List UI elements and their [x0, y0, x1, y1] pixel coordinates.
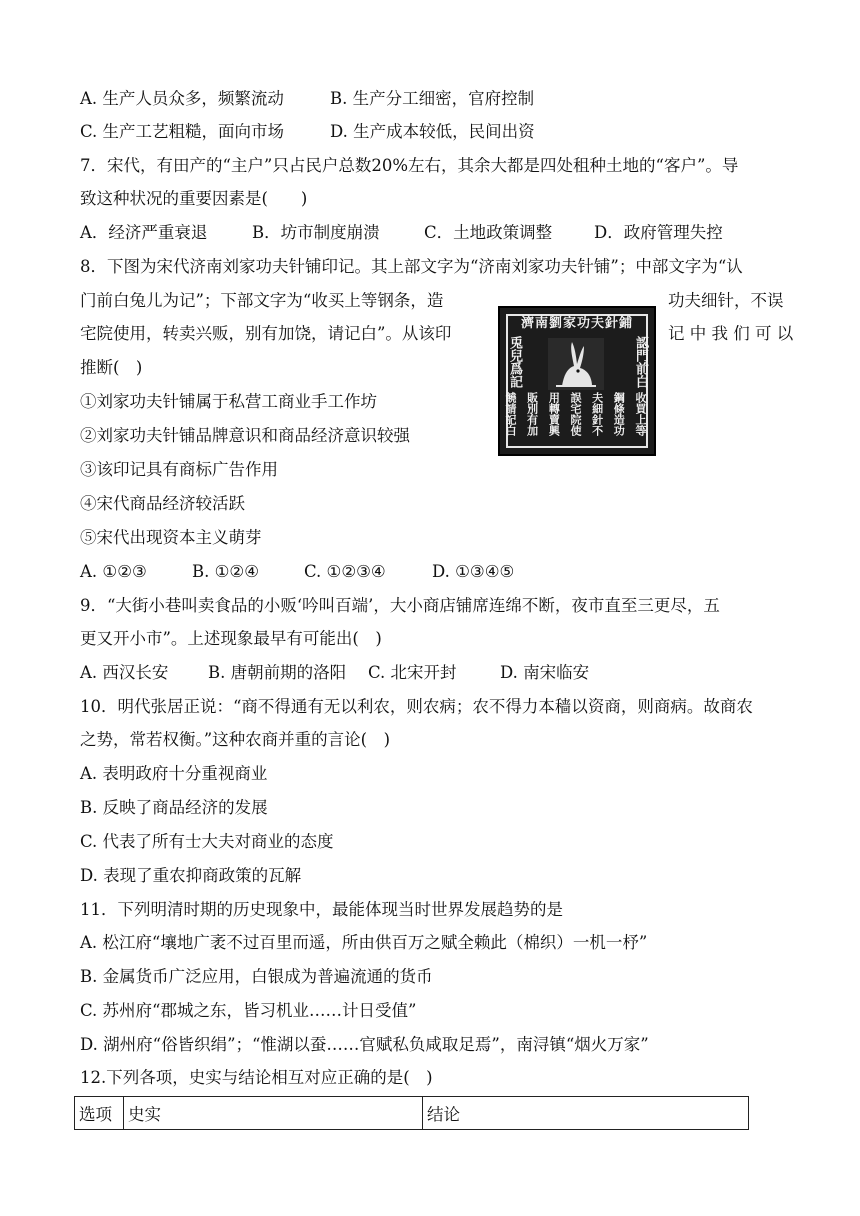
table-header-conclusion: 结论 — [423, 1097, 749, 1130]
q12-stem-line1: 12.下列各项，史实与结论相互对应正确的是( ) — [80, 1068, 433, 1087]
stamp-bottom-col: 用轉賣興 — [547, 392, 561, 436]
q8-item-4: ④宋代商品经济较活跃 — [80, 494, 245, 513]
q8-option-a[interactable]: A. ①②③ — [80, 562, 147, 581]
q9-option-c[interactable]: C. 北宋开封 — [368, 663, 457, 682]
q6-options-row1 — [80, 88, 534, 110]
q6-options-row2 — [80, 121, 535, 143]
q6-option-d[interactable]: D. 生产成本较低，民间出资 — [330, 122, 535, 141]
stamp-bottom-col: 夫細針不 — [590, 392, 604, 436]
q8-option-b[interactable]: B. ①②④ — [192, 562, 259, 581]
q7-stem-line1: 7．宋代，有田产的“主户”只占民户总数20%左右，其余大都是四处租种土地的“客户”。导 — [80, 156, 739, 175]
table-header-option: 选项 — [75, 1097, 124, 1130]
q10-stem-line1: 10．明代张居正说：“商不得通有无以利农，则农病；农不得力本穑以资商，则商病。故商农 — [80, 697, 753, 716]
q9-option-a[interactable]: A. 西汉长安 — [80, 663, 169, 682]
q7-option-d[interactable]: D．政府管理失控 — [594, 223, 723, 242]
stamp-left-text: 兎兒爲記 — [507, 336, 522, 388]
q7-option-c[interactable]: C．土地政策调整 — [424, 223, 553, 242]
q8-item-3: ③该印记具有商标广告作用 — [80, 460, 278, 479]
q8-item-5: ⑤宋代出现资本主义萌芽 — [80, 528, 262, 547]
q8-option-d[interactable]: D. ①③④⑤ — [432, 562, 515, 581]
q9-option-b[interactable]: B. 唐朝前期的洛阳 — [208, 663, 347, 682]
q8-stem-line1: 8．下图为宋代济南刘家功夫针铺印记。其上部文字为“济南刘家功夫针铺”；中部文字为“认 — [80, 257, 743, 276]
q10-stem-line2: 之势，常若权衡。”这种农商并重的言论( ) — [80, 730, 391, 749]
q12-answer-table — [74, 1096, 749, 1130]
q10-option-d[interactable]: D. 表现了重农抑商政策的瓦解 — [80, 866, 302, 885]
q9-options-row — [80, 662, 589, 684]
q8-stem-line3b: 记 中 我 们 可 以 — [668, 324, 794, 343]
q11-option-b[interactable]: B. 金属货币广泛应用，白银成为普遍流通的货币 — [80, 967, 433, 986]
q8-stem-line2b: 功夫细针，不误 — [668, 291, 784, 310]
q8-item-1: ①刘家功夫针铺属于私营工商业手工作坊 — [80, 392, 377, 411]
q9-stem-line1: 9．“大街小巷叫卖食品的小贩‘吟叫百端’，大小商店铺席连绵不断，夜市直至三更尽，五 — [80, 596, 720, 615]
q10-option-a[interactable]: A. 表明政府十分重视商业 — [80, 764, 268, 783]
q7-options-row — [80, 222, 723, 244]
q10-option-c[interactable]: C. 代表了所有士大夫对商业的态度 — [80, 832, 334, 851]
q7-stem-line2: 致这种状况的重要因素是( ) — [80, 189, 308, 208]
stamp-bottom-col: 鋼條造功 — [612, 392, 626, 436]
stamp-top-text: 濟南劉家功夫針鋪 — [520, 316, 633, 331]
q8-stem-line3a: 宅院使用，转卖兴贩，别有加饶，请记白”。从该印 — [80, 324, 452, 343]
q8-options-row — [80, 561, 514, 583]
q6-option-c[interactable]: C. 生产工艺粗糙，面向市场 — [80, 122, 285, 141]
stamp-bottom-col: 收買上等 — [633, 392, 647, 436]
q8-stem-line2a: 门前白兔儿为记”；下部文字为“收买上等钢条，造 — [80, 291, 444, 310]
stamp-bottom-col: 販別有加 — [525, 392, 539, 436]
q9-stem-line2: 更又开小市”。上述现象最早有可能出( ) — [80, 629, 382, 648]
white-rabbit-icon — [548, 338, 604, 390]
stamp-bottom-col: 誤宅院使 — [568, 392, 582, 436]
q11-stem-line1: 11．下列明清时期的历史现象中，最能体现当时世界发展趋势的是 — [80, 900, 563, 919]
q7-option-b[interactable]: B．坊市制度崩溃 — [252, 223, 380, 242]
q8-stem-line4: 推断( ) — [80, 358, 143, 377]
stamp-right-text: 認門前白 — [633, 336, 648, 388]
q11-option-a[interactable]: A. 松江府“壤地广袤不过百里而遥，所由供百万之赋全赖此（棉织）一机一杼” — [80, 933, 648, 952]
liu-family-needle-shop-stamp-image — [498, 306, 656, 456]
table-header-fact: 史实 — [124, 1097, 423, 1130]
stamp-bottom-text — [506, 392, 648, 436]
q8-option-c[interactable]: C. ①②③④ — [304, 562, 386, 581]
q6-option-b[interactable]: B. 生产分工细密，官府控制 — [330, 89, 535, 108]
q8-item-2: ②刘家功夫针铺品牌意识和商品经济意识较强 — [80, 426, 410, 445]
q11-option-c[interactable]: C. 苏州府“郡城之东，皆习机业……计日受值” — [80, 1001, 417, 1020]
table-header-row — [75, 1097, 749, 1130]
q10-option-b[interactable]: B. 反映了商品经济的发展 — [80, 798, 268, 817]
q7-option-a[interactable]: A．经济严重衰退 — [80, 223, 208, 242]
q11-option-d[interactable]: D. 湖州府“俗皆织绢”；“惟湖以蚕……官赋私负咸取足焉”，南浔镇“烟火万家” — [80, 1035, 649, 1054]
q9-option-d[interactable]: D. 南宋临安 — [500, 663, 590, 682]
q6-option-a[interactable]: A. 生产人员众多，频繁流动 — [80, 89, 284, 108]
stamp-bottom-col: 饒請記白 — [504, 392, 517, 436]
